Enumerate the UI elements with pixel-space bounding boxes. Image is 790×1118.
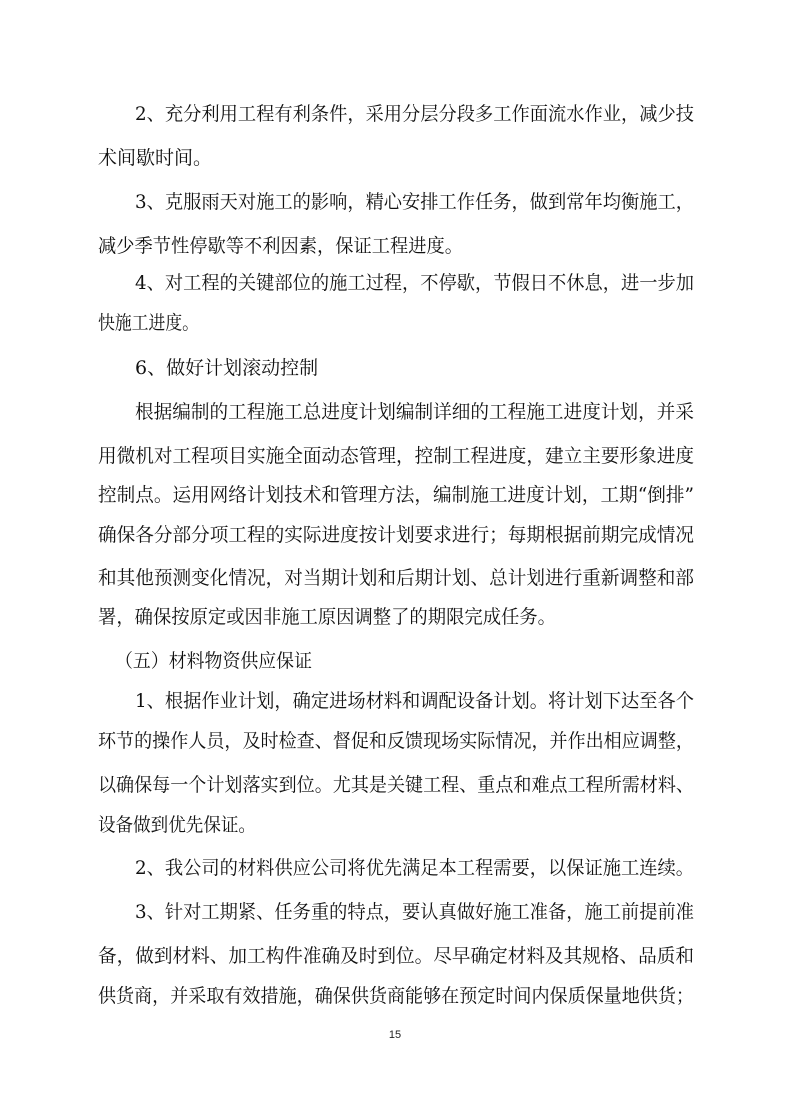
text-line bbox=[0, 96, 790, 132]
line-text: 以确保每一个计划落实到位。尤其是关键工程、重点和难点工程所需材料、 bbox=[98, 774, 694, 796]
line-text: 根据编制的工程施工总进度计划编制详细的工程施工进度计划，并采 bbox=[135, 401, 694, 423]
section-heading-text: （五）材料物资供应保证 bbox=[115, 650, 312, 672]
line-text: 2、我公司的材料供应公司将优先满足本工程需要，以保证施工连续。 bbox=[135, 857, 694, 879]
line-text: 设备做到优先保证。 bbox=[98, 814, 256, 836]
line-text: 控制点。运用网络计划技术和管理方法，编制施工进度计划，工期“倒排” bbox=[98, 484, 694, 506]
line-text: 环节的操作人员，及时检查、督促和反馈现场实际情况，并作出相应调整， bbox=[98, 730, 694, 752]
text-line bbox=[0, 894, 790, 930]
text-line bbox=[0, 184, 790, 220]
text-line bbox=[0, 305, 790, 341]
line-text: 6、做好计划滚动控制 bbox=[135, 357, 319, 379]
text-line bbox=[0, 438, 790, 474]
text-line bbox=[0, 394, 790, 430]
line-text: 供货商，并采取有效措施，确保供货商能够在预定时间内保质保量地供货； bbox=[98, 985, 694, 1007]
line-text: 术间歇时间。 bbox=[98, 147, 213, 169]
text-line bbox=[0, 265, 790, 301]
text-line bbox=[0, 350, 790, 386]
line-text: 快施工进度。 bbox=[98, 312, 199, 334]
text-line bbox=[0, 228, 790, 264]
line-text: 用微机对工程项目实施全面动态管理，控制工程进度，建立主要形象进度 bbox=[98, 445, 694, 467]
line-text: 确保各分部分项工程的实际进度按计划要求进行；每期根据前期完成情况 bbox=[98, 524, 694, 546]
text-line bbox=[0, 723, 790, 759]
text-line bbox=[0, 517, 790, 553]
line-text: 减少季节性停歇等不利因素，保证工程进度。 bbox=[98, 235, 463, 257]
text-line bbox=[0, 978, 790, 1014]
text-line bbox=[0, 599, 790, 635]
line-text: 署，确保按原定或因非施工原因调整了的期限完成任务。 bbox=[98, 606, 556, 628]
line-text: 2、充分利用工程有利条件，采用分层分段多工作面流水作业，减少技 bbox=[135, 103, 694, 125]
text-line bbox=[0, 477, 790, 513]
text-line bbox=[0, 767, 790, 803]
line-text: 4、对工程的关键部位的施工过程，不停歇，节假日不休息，进一步加 bbox=[135, 272, 694, 294]
text-line bbox=[0, 807, 790, 843]
line-text: 3、针对工期紧、任务重的特点，要认真做好施工准备，施工前提前准 bbox=[135, 901, 694, 923]
line-text: 1、根据作业计划，确定进场材料和调配设备计划。将计划下达至各个 bbox=[135, 690, 694, 712]
text-line bbox=[0, 938, 790, 974]
section-heading bbox=[0, 643, 790, 679]
text-line bbox=[0, 850, 790, 886]
line-text: 和其他预测变化情况，对当期计划和后期计划、总计划进行重新调整和部 bbox=[98, 567, 694, 589]
page-number: 15 bbox=[388, 1029, 402, 1041]
text-line bbox=[0, 683, 790, 719]
text-line bbox=[0, 560, 790, 596]
text-line bbox=[0, 140, 790, 176]
line-text: 备，做到材料、加工构件准确及时到位。尽早确定材料及其规格、品质和 bbox=[98, 945, 694, 967]
line-text: 3、克服雨天对施工的影响，精心安排工作任务，做到常年均衡施工， bbox=[135, 191, 694, 213]
